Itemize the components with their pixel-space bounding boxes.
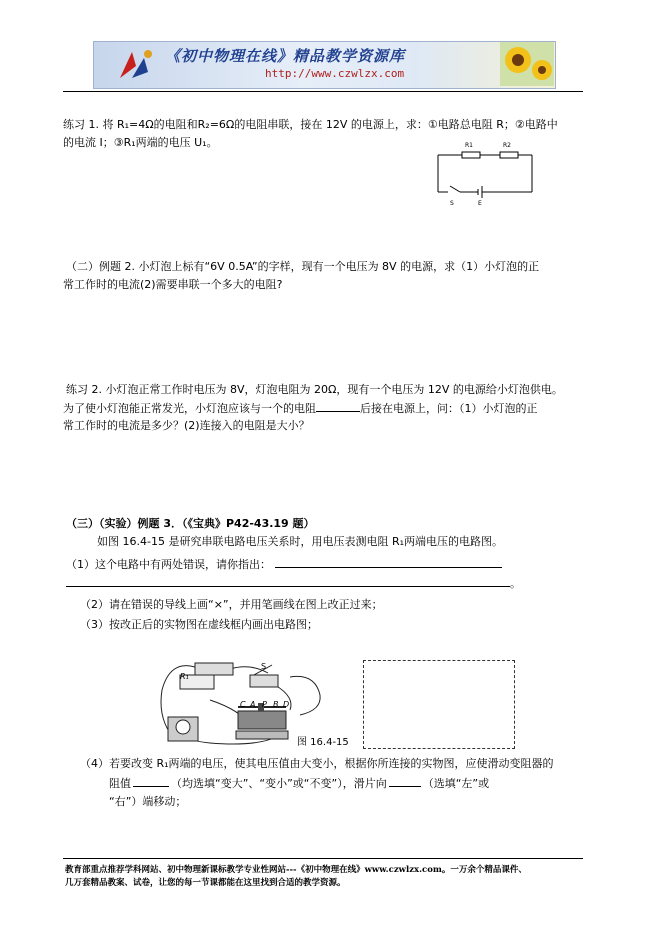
example3-q1-line2: [66, 575, 521, 592]
practice2-blank[interactable]: [316, 400, 360, 412]
banner-title: 《初中物理在线》精品教学资源库: [165, 47, 406, 65]
fig-label-p: P: [262, 700, 267, 709]
example3-q4-line2: [109, 775, 489, 792]
banner-url[interactable]: http://www.czwlzx.com: [265, 67, 405, 80]
fig-label-c: C: [240, 700, 246, 709]
figure-caption: 图 16.4-15: [297, 737, 349, 748]
example3-q4-line3: “右”）端移动；: [109, 795, 187, 808]
resistor-r2: [500, 152, 518, 158]
example3-heading: （三）（实验）例题 3．（《宝典》P42-43.19 题）: [66, 517, 315, 530]
practice1-line2: 的电流 I；③R₁两端的电压 U₁。: [63, 136, 218, 149]
rheostat: [238, 711, 286, 729]
label-e: E: [478, 200, 482, 207]
practice2-line2a: 为了使小灯泡能正常发光，小灯泡应该与一个的电阻: [63, 402, 316, 415]
practice2-line2: [63, 400, 538, 417]
example3-q4-blank1[interactable]: [133, 775, 169, 787]
example3-intro: 如图 16.4-15 是研究串联电路电压关系时，用电压表测电阻 R₁两端电压的电路图。: [97, 535, 503, 548]
label-s: S: [450, 200, 454, 207]
resistor-r1: [462, 152, 480, 158]
circuit-drawing-box[interactable]: [363, 660, 515, 749]
example3-q4-line2c: （选填“左”或: [422, 777, 490, 790]
switch: [250, 675, 278, 687]
example3-q3: （3）按改正后的实物图在虚线框内画出电路图；: [80, 618, 318, 631]
example3-q4-blank2[interactable]: [389, 775, 421, 787]
series-circuit-diagram: [430, 140, 540, 210]
label-r2: R2: [503, 142, 511, 149]
example2-line2: 常工作时的电流(2)需要串联一个多大的电阻?: [63, 278, 283, 291]
footer-line1: 教育部重点推荐学科网站、初中物理新课标教学专业性网站---《初中物理在线》www.czwlzx.com。一万余个精品课件、: [65, 865, 527, 875]
sunflower-icon: [500, 42, 554, 86]
example3-q1-blank2[interactable]: [66, 575, 510, 587]
site-logo: [110, 44, 160, 84]
practice2-line3: 常工作时的电流是多少？(2)连接入的电阻是大小？: [63, 419, 310, 432]
fig-label-s: S: [261, 662, 267, 671]
practice1-line1: 练习 1. 将 R₁=4Ω的电阻和R₂=6Ω的电阻串联，接在 12V 的电源上，求：①电路总电阻 R；②电路中: [63, 118, 558, 131]
example3-q1-blank1[interactable]: [275, 556, 502, 568]
fig-label-a: A: [250, 700, 256, 709]
example3-q4-line2b: （均选填“变大”、“变小”或“不变”），滑片向: [171, 777, 387, 790]
example2-line1: （二）例题 2. 小灯泡上标有“6V 0.5A”的字样，现有一个电压为 8V 的电源，求（1）小灯泡的正: [66, 260, 540, 273]
practice2-line2b: 后接在电源上，问：（1）小灯泡的正: [360, 402, 538, 415]
fig-label-b: B: [273, 700, 279, 709]
example3-q4-line2a: 阻值: [109, 777, 131, 790]
footer-rule: [63, 858, 583, 859]
example3-q1-end: 。: [510, 577, 521, 590]
label-r1: R1: [465, 142, 473, 149]
example3-q1: [66, 556, 502, 573]
example3-q4-line1: （4）若要改变 R₁两端的电压，使其电压值由大变小，根据你所连接的实物图，应使滑动变阻器的: [80, 757, 554, 770]
resistor-box: [195, 663, 233, 675]
fig-label-r1: R₁: [180, 672, 189, 681]
practice2-line1: 练习 2. 小灯泡正常工作时电压为 8V，灯泡电阻为 20Ω，现有一个电压为 12V 的电源给小灯泡供电。: [66, 383, 563, 396]
example3-q1-label: （1）这个电路中有两处错误，请你指出：: [66, 558, 271, 571]
footer-line2: 几万套精品教案、试卷，让您的每一节课都能在这里找到合适的教学资源。: [65, 878, 346, 888]
example3-q2: （2）请在错误的导线上画“×”，并用笔画线在图上改正过来；: [80, 598, 383, 611]
fig-label-d: D: [283, 700, 290, 709]
header-rule: [63, 91, 583, 92]
